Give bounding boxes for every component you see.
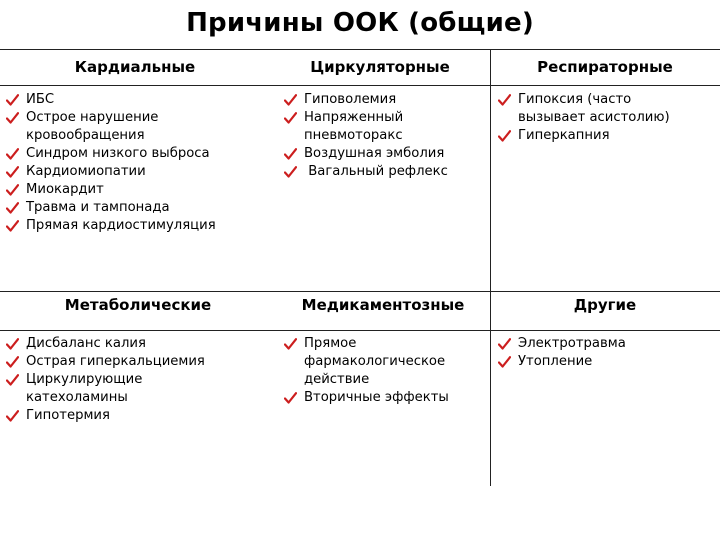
check-icon — [6, 335, 22, 353]
list-item-text: Воздушная эмболия — [304, 146, 445, 161]
check-icon — [6, 217, 22, 235]
list-item — [278, 335, 488, 389]
list-item-text: Острое нарушение — [26, 110, 159, 125]
check-icon — [498, 353, 514, 371]
list-item-text: действие — [304, 372, 370, 387]
heading-cardiac: Кардиальные — [74, 58, 196, 76]
list-item — [0, 145, 270, 163]
list-drug — [278, 335, 488, 407]
heading-circulatory: Циркуляторные — [310, 58, 450, 76]
list-item — [0, 181, 270, 199]
check-icon — [6, 371, 22, 389]
list-item — [0, 335, 270, 353]
list-item — [492, 335, 718, 353]
list-item-text: Вторичные эффекты — [304, 390, 449, 405]
check-icon — [284, 389, 300, 407]
list-item — [0, 199, 270, 217]
list-respiratory — [492, 91, 718, 145]
list-item — [0, 163, 270, 181]
column-divider — [490, 49, 491, 486]
check-icon — [498, 335, 514, 353]
list-item-text: Вагальный рефлекс — [304, 164, 448, 179]
list-item — [278, 389, 488, 407]
list-item-text: Миокардит — [26, 182, 104, 197]
list-item-text: ИБС — [26, 92, 55, 107]
list-circulatory — [278, 91, 488, 181]
check-icon — [284, 91, 300, 109]
list-item-text: Гиповолемия — [304, 92, 397, 107]
check-icon — [6, 145, 22, 163]
list-item-text: фармакологическое — [304, 354, 446, 369]
list-item — [0, 407, 270, 425]
check-icon — [6, 109, 22, 127]
list-item-text: пневмоторакс — [304, 128, 403, 143]
list-item — [492, 91, 718, 127]
list-cardiac — [0, 91, 270, 235]
header-row-1-border — [0, 85, 720, 86]
list-item-text: вызывает асистолию) — [518, 110, 670, 125]
list-item — [0, 371, 270, 407]
list-item-text: Утопление — [518, 354, 593, 369]
check-icon — [284, 109, 300, 127]
list-item — [0, 109, 270, 145]
list-item — [278, 109, 488, 145]
page-title: Причины ООК (общие) — [186, 8, 534, 38]
list-other — [492, 335, 718, 371]
list-item-text: Травма и тампонада — [26, 200, 170, 215]
list-metabolic — [0, 335, 270, 425]
list-item-text: Напряженный — [304, 110, 404, 125]
check-icon — [284, 163, 300, 181]
list-item — [278, 145, 488, 163]
list-item-text: Гипоксия (часто — [518, 92, 632, 107]
heading-metabolic: Метаболические — [64, 296, 212, 314]
list-item-text: Острая гиперкальциемия — [26, 354, 205, 369]
list-item-text: Дисбаланс калия — [26, 336, 146, 351]
list-item — [0, 91, 270, 109]
header-row-2-border — [0, 330, 720, 331]
check-icon — [6, 181, 22, 199]
check-icon — [6, 91, 22, 109]
check-icon — [6, 199, 22, 217]
check-icon — [6, 407, 22, 425]
list-item-text: Электротравма — [518, 336, 626, 351]
list-item-text: Гипотермия — [26, 408, 110, 423]
row-1-bottom-border — [0, 291, 720, 292]
heading-respiratory: Респираторные — [537, 58, 673, 76]
list-item — [278, 163, 488, 181]
list-item-text: Синдром низкого выброса — [26, 146, 210, 161]
check-icon — [6, 163, 22, 181]
list-item-text: Прямое — [304, 336, 357, 351]
check-icon — [498, 127, 514, 145]
heading-drug: Медикаментозные — [301, 296, 465, 314]
table-top-border — [0, 49, 720, 50]
list-item — [492, 127, 718, 145]
list-item — [0, 353, 270, 371]
heading-other: Другие — [573, 296, 637, 314]
list-item-text: кровообращения — [26, 128, 145, 143]
list-item-text: Прямая кардиостимуляция — [26, 218, 216, 233]
list-item-text: Кардиомиопатии — [26, 164, 146, 179]
list-item — [0, 217, 270, 235]
list-item-text: Гиперкапния — [518, 128, 610, 143]
check-icon — [498, 91, 514, 109]
check-icon — [284, 335, 300, 353]
check-icon — [6, 353, 22, 371]
list-item — [492, 353, 718, 371]
list-item-text: Циркулирующие — [26, 372, 143, 387]
list-item — [278, 91, 488, 109]
list-item-text: катехоламины — [26, 390, 128, 405]
check-icon — [284, 145, 300, 163]
